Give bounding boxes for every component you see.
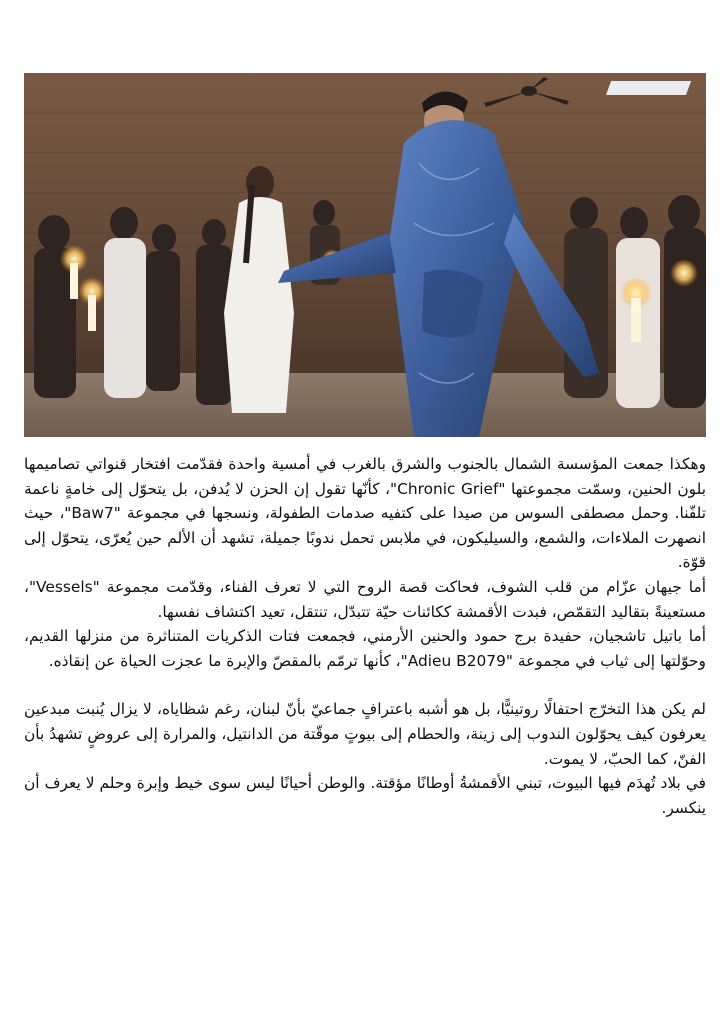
runway-photo-drawing — [24, 73, 706, 437]
article-paragraph: لم يكن هذا التخرّج احتفالًا روتينيًّا، بل هو أشبه باعترافٍ جماعيّ بأنّ لبنان، رغم شظاياه، لا يزال يُنبت مبدعين يعرفون كيف يحوّلون الندوب إلى زينة، والحطام إلى بيوتٍ موقّتة من الدانتيل، والمرارة إلى عروضٍ تشهدُ بأن الفنّ، كما الحبّ، لا يموت. — [24, 700, 706, 768]
article-paragraph: في بلاد تُهدَم فيها البيوت، تبني الأقمشةُ أوطانًا مؤقتة. والوطن أحيانًا ليس سوى خيط وإبرة وحلم لا يعرف أن ينكسر. — [24, 774, 706, 817]
article-paragraph: أما جيهان عزّام من قلب الشوف، فحاكت قصة الروح التي لا تعرف الفناء، وقدّمت مجموعة "Vessels"، مستعينةً بتقاليد التقمّص، فبدت الأقمشة ككائنات حيّة تتبدّل، تنتقل، تعيد اكتشاف نفسها. — [24, 577, 706, 621]
runway-photo — [24, 73, 706, 437]
article-paragraph: أما باتيل تاشجيان، حفيدة برج حمود والحنين الأرمني، فجمعت فتات الذكريات المتناثرة من منزلها القديم، وحوّلتها إلى ثياب في مجموعة "Adieu B2079"، كأنها ترمّم بالمقصّ والإبرة ما عجزت الحياة عن إنقاذه. — [24, 627, 706, 670]
article-body — [24, 452, 706, 820]
article-paragraph: وهكذا جمعت المؤسسة الشمال بالجنوب والشرق بالغرب في أمسية واحدة فقدّمت افتخار قنواتي تصاميمها بلون الحنين، وسمّت مجموعتها "Chronic Grief"، كأنّها تقول إن الحزن لا يُدفن، بل يتحوّل إلى خامةٍ ناعمة تلفّنا. وحمل مصطفى السوس من صيدا على كتفيه صدمات الطفولة، ونسجها في مجموعة "Baw7"، حيث انصهرت الملاءات، والشمع، والسيليكون، في ملابس تحمل ندوبًا جميلة، تشهد أن الألم حين يُعرّى، يتحوّل إلى قوّة. — [24, 455, 706, 572]
